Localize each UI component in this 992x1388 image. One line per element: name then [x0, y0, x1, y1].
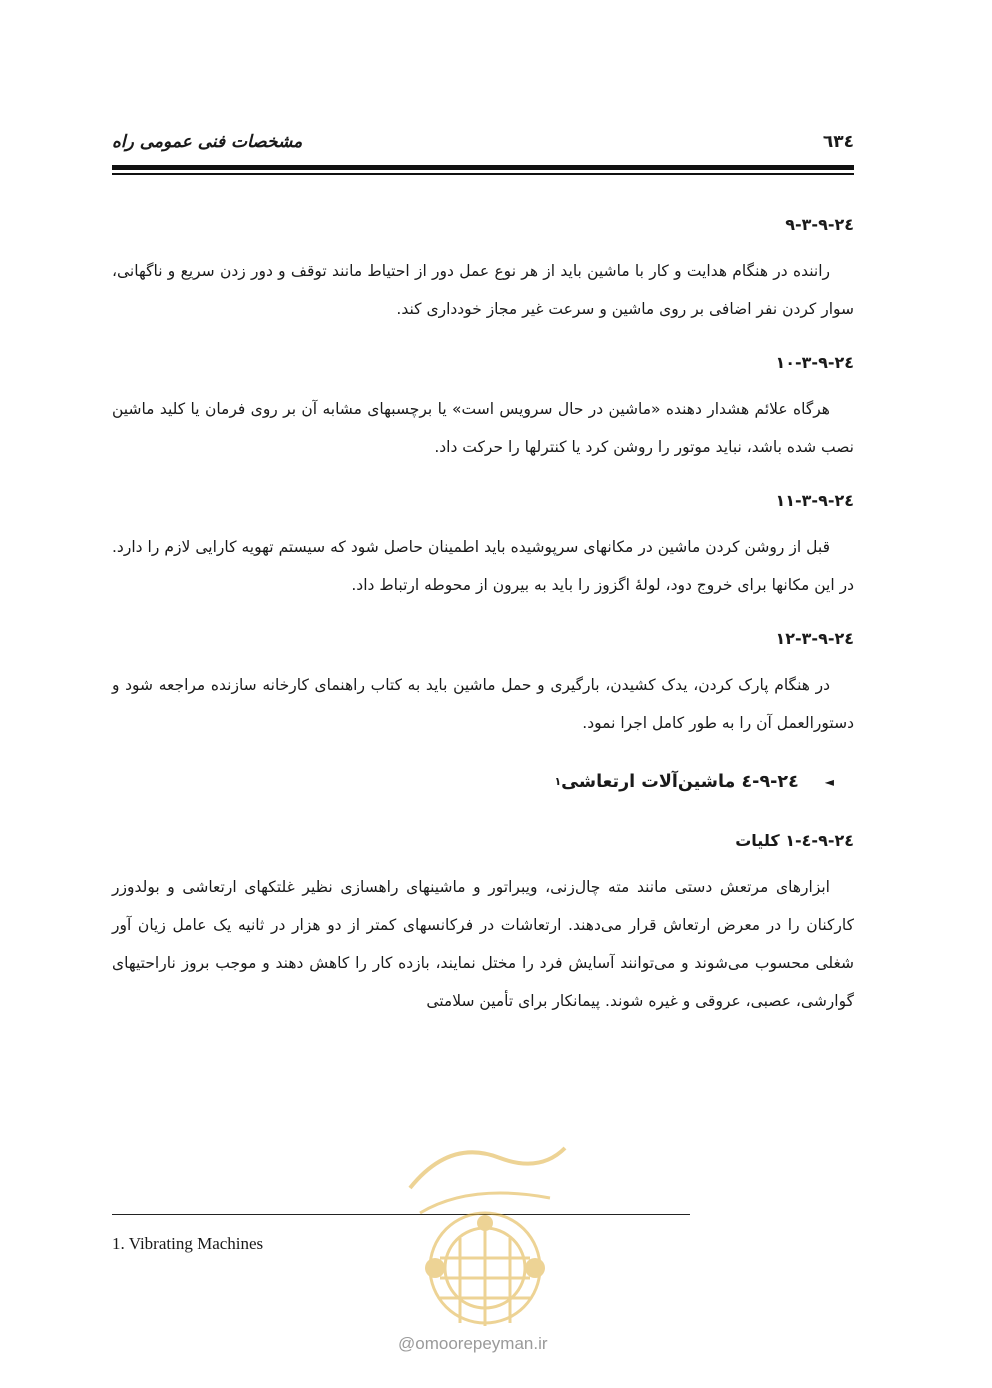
section-number: ٢٤-٩-٣-١٠	[775, 353, 854, 372]
header-rule-thick	[112, 165, 854, 170]
watermark-logo-icon	[380, 1128, 590, 1338]
section-paragraph: در هنگام پارک کردن، یدک کشیدن، بارگیری و حمل ماشین باید به کتاب راهنمای کارخانه سازنده مراجعه شود و دستورالعمل آن را به طور کامل اجرا نمود.	[112, 676, 854, 732]
section-number: ٢٤-٩-٣-٩	[785, 215, 854, 234]
page-header	[112, 128, 854, 158]
triangle-marker-icon: ◄	[824, 775, 834, 789]
watermark-url: @omoorepeyman.ir	[398, 1334, 548, 1353]
section-number: ٢٤-٩-٣-١١	[775, 491, 854, 510]
major-heading	[112, 762, 854, 802]
header-rule-thin	[112, 173, 854, 175]
section-paragraph: ابزارهای مرتعش دستی مانند مته چال‌زنی، ویبراتور و ماشینهای راهسازی نظیر غلتکهای ارتعاشی و بولدوزر کارکنان را در معرض ارتعاش قرار می‌دهند. ارتعاشات در فرکانسهای کمتر از دو هزار در ثانیه یک عامل زیان آور شغلی محسوب می‌شوند و می‌توانند آسایش فرد را مختل نمایند، بازده کار را کاهش دهند و موجب بروز ناراحتیهای گوارشی، عصبی، عروقی و غیره شوند. پیمانکار برای تأمین سلامتی	[112, 878, 854, 1010]
page-body	[112, 210, 854, 1040]
page-number: ٦٣٤	[822, 132, 854, 152]
section-paragraph: قبل از روشن کردن ماشین در مکانهای سرپوشیده باید اطمینان حاصل شود که سیستم تهویه کارایی لازم را دارد. در این مکانها برای خروج دود، لولهٔ اگزوز را باید به بیرون از محوطه ارتباط داد.	[112, 538, 854, 594]
sub-heading: ٢٤-٩-٤-١ کلیات	[735, 831, 854, 850]
footnote-ref: ١	[554, 775, 562, 788]
running-title: مشخصات فنی عمومی راه	[112, 132, 303, 152]
footnote: 1. Vibrating Machines	[112, 1234, 264, 1253]
section-number: ٢٤-٩-٣-١٢	[775, 629, 854, 648]
section-paragraph: راننده در هنگام هدایت و کار با ماشین باید از هر نوع عمل دور از احتیاط مانند توقف و دور زدن سریع و ناگهانی، سوار کردن نفر اضافی بر روی ماشین و سرعت غیر مجاز خودداری کند.	[112, 262, 854, 318]
major-heading-text: ٢٤-٩-٤ ماشین‌آلات ارتعاشی	[561, 772, 799, 792]
section-paragraph: هرگاه علائم هشدار دهنده «ماشین در حال سرویس است» یا برچسبهای مشابه آن بر روی فرمان یا کلید ماشین نصب شده باشد، نباید موتور را روشن کرد یا کنترلها را حرکت داد.	[112, 400, 854, 456]
